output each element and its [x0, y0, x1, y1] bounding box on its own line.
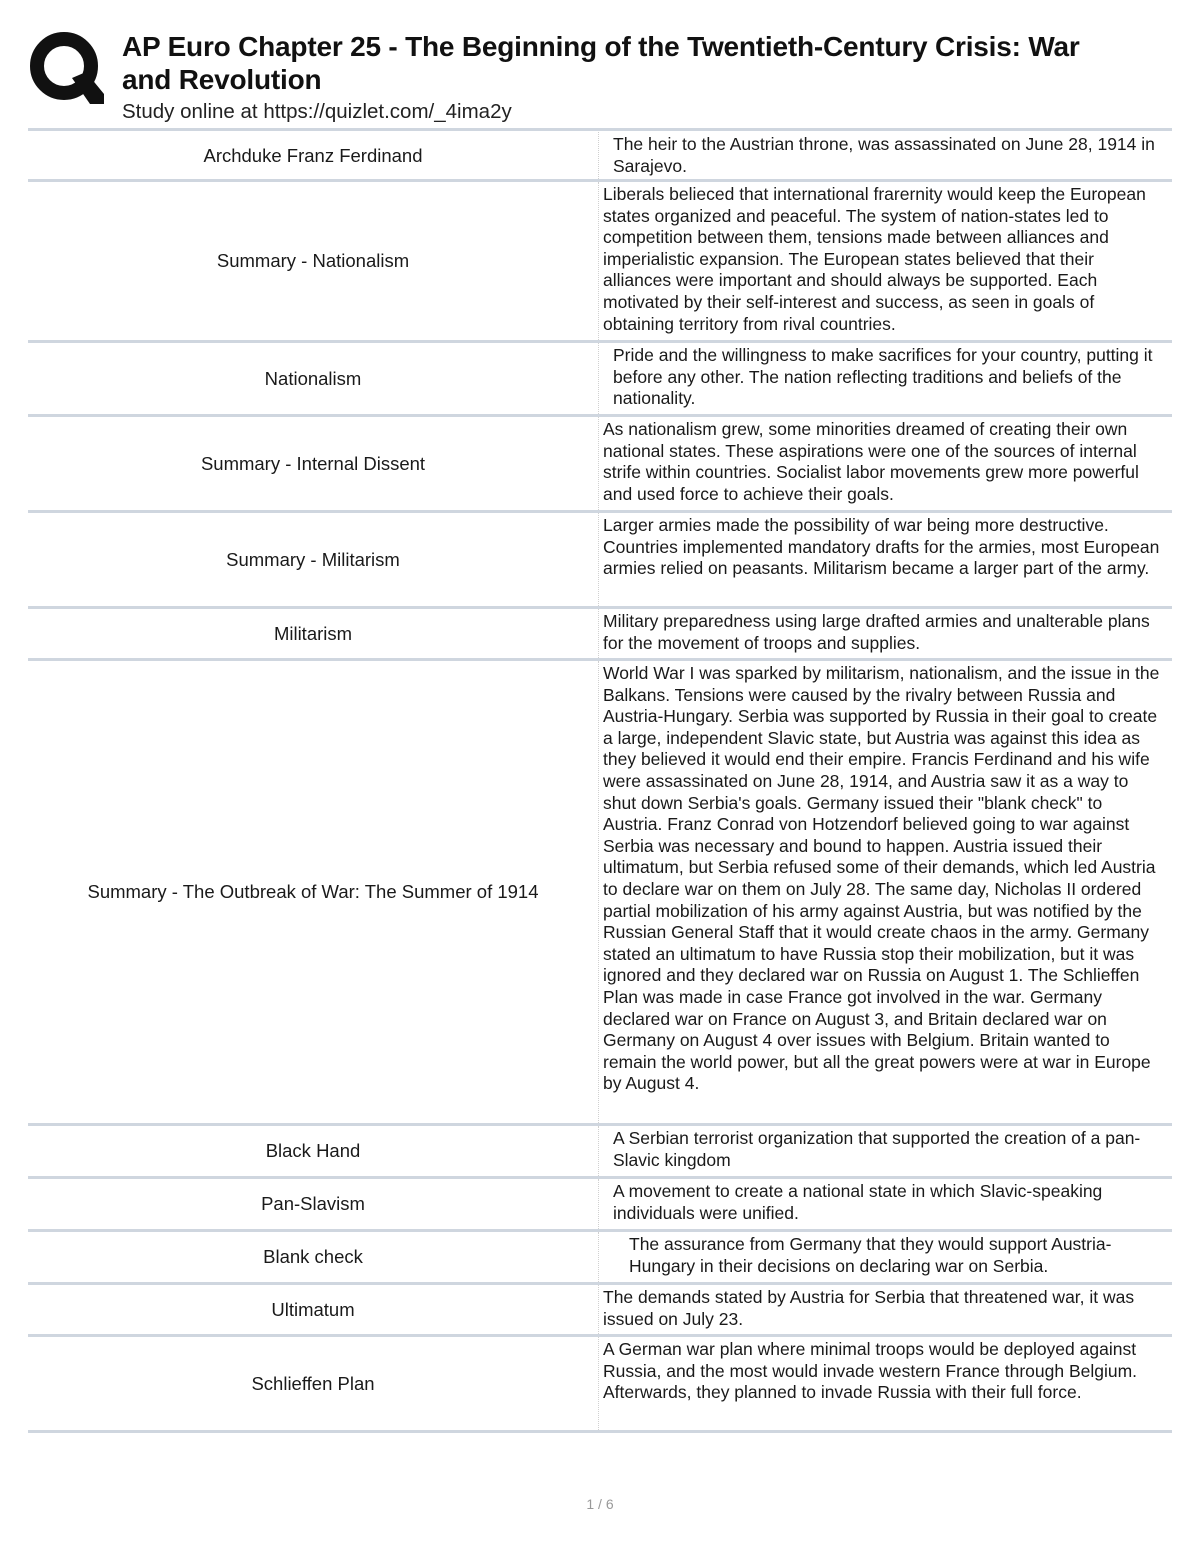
table-row	[28, 1232, 1172, 1285]
definition-cell: A German war plan where minimal troops would be deployed against Russia, and the most would invade western France through Belgium. Afterwards, they planned to invade Russia with their full force.	[598, 1337, 1172, 1430]
definition-cell: A Serbian terrorist organization that supported the creation of a pan-Slavic kingdom	[598, 1126, 1172, 1176]
flashcard-table	[28, 132, 1172, 1433]
table-row	[28, 1337, 1172, 1433]
term-cell: Black Hand	[265, 1140, 361, 1161]
table-row	[28, 343, 1172, 417]
definition-cell: Larger armies made the possibility of war being more destructive. Countries implemented mandatory drafts for the armies, most European armies relied on peasants. Militarism became a larger part of the army.	[598, 513, 1172, 606]
term-cell: Pan-Slavism	[261, 1193, 365, 1214]
term-cell: Summary - The Outbreak of War: The Summer of 1914	[87, 881, 539, 902]
definition-cell: The heir to the Austrian throne, was assassinated on June 28, 1914 in Sarajevo.	[598, 132, 1172, 179]
term-cell: Summary - Nationalism	[216, 250, 410, 271]
table-row	[28, 1285, 1172, 1337]
term-cell: Blank check	[263, 1246, 363, 1267]
definition-cell: Military preparedness using large drafted armies and unalterable plans for the movement of troops and supplies.	[598, 609, 1172, 658]
table-row	[28, 609, 1172, 661]
header-divider	[28, 128, 1172, 131]
page-title	[122, 30, 1200, 96]
study-url-link[interactable]: https://quizlet.com/_4ima2y	[263, 100, 512, 123]
table-row	[28, 417, 1172, 513]
title-line-2: and Revolution	[122, 64, 322, 95]
term-cell: Militarism	[273, 622, 353, 644]
definition-cell: A movement to create a national state in which Slavic-speaking individuals were unified.	[598, 1179, 1172, 1229]
table-row	[28, 1126, 1172, 1179]
definition-cell: World War I was sparked by militarism, nationalism, and the issue in the Balkans. Tensions were caused by the rivalry between Russia and Austria-Hungary. Serbia was supported by Russia in their goal to create a large, independent Slavic state, but Austria was against this idea as they believed it would end their empire. Francis Ferdinand and his wife were assassinated on June 28, 1914, and Austria saw it as a way to shut down Serbia's goals. Germany issued their "blank check" to Austria. Franz Conrad von Hotzendorf believed going to war against Serbia was necessary and bound to happen. Austria issued their ultimatum, but Serbia refused some of their demands, which led Austria to declare war on them on July 28. The same day, Nicholas II ordered partial mobilization of his army against Austria, but was notified by the Russian General Staff that it would create chaos in the army. Germany stated an ultimatum to have Russia stop their mobilization, but it was ignored and they declared war on Russia on August 1. The Schlieffen Plan was made in case France got involved in the war. Germany declared war on France on August 3, and Britain declared war on Germany on August 4 over issues with Belgium. Britain wanted to remain the world power, but all the great powers were at war in Europe by August 4.	[598, 661, 1172, 1123]
term-cell: Summary - Internal Dissent	[200, 452, 426, 474]
table-row	[28, 661, 1172, 1126]
definition-cell: The demands stated by Austria for Serbia that threatened war, it was issued on July 23.	[598, 1285, 1172, 1334]
title-line-1: AP Euro Chapter 25 - The Beginning of the Twentieth-Century Crisis: War	[122, 31, 1080, 62]
study-online-line	[122, 100, 512, 124]
table-row	[28, 513, 1172, 609]
table-row	[28, 1179, 1172, 1232]
term-cell: Ultimatum	[271, 1298, 355, 1320]
study-prefix: Study online at	[122, 100, 264, 123]
definition-cell: Liberals belieced that international frarernity would keep the European states organized and peaceful. The system of nation-states led to competition between them, tensions made between alliances and imperialistic expansion. The European states believed that their alliances were important and should always be supported. Each motivated by their self-interest and success, as seen in goals of obtaining territory from rival countries.	[598, 182, 1172, 340]
table-row	[28, 132, 1172, 182]
page-number: 1 / 6	[586, 1496, 614, 1512]
term-cell: Schlieffen Plan	[251, 1372, 375, 1394]
term-cell: Nationalism	[264, 367, 362, 389]
definition-cell: As nationalism grew, some minorities dreamed of creating their own national states. These aspirations were one of the sources of internal strife within countries. Socialist labor movements grew more powerful and used force to achieve their goals.	[598, 417, 1172, 510]
definition-cell: The assurance from Germany that they would support Austria-Hungary in their decisions on declaring war on Serbia.	[598, 1232, 1172, 1282]
term-cell: Archduke Franz Ferdinand	[203, 144, 423, 166]
definition-cell: Pride and the willingness to make sacrifices for your country, putting it before any other. The nation reflecting traditions and beliefs of the nationality.	[598, 343, 1172, 414]
quizlet-logo-icon	[28, 28, 104, 108]
table-row	[28, 182, 1172, 343]
term-cell: Summary - Militarism	[226, 548, 400, 570]
